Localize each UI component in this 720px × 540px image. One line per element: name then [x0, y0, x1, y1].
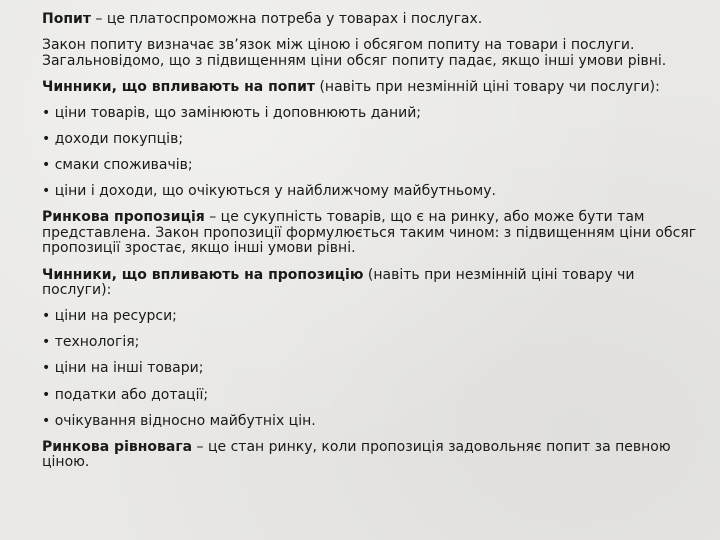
equilibrium-definition	[42, 440, 702, 471]
demand-factor-item: • ціни і доходи, що очікуються у найближчому майбутньому.	[42, 183, 496, 200]
demand-factor-item: • ціни товарів, що замінюють і доповнюють даний;	[42, 104, 422, 121]
supply-factors-title: Чинники, що впливають на пропозицію	[42, 266, 364, 283]
demand-factor-item: • доходи покупців;	[42, 130, 184, 147]
demand-factors-title: Чинники, що впливають на попит	[42, 78, 315, 95]
demand-factors-note: (навіть при незмінній ціні товару чи послуги):	[315, 78, 660, 95]
equilibrium-definition-text: – це стан ринку, коли пропозиція задовольняє попит за певною ціною.	[42, 438, 671, 471]
demand-definition-text: – це платоспроможна потреба у товарах і послугах.	[90, 11, 483, 27]
law-of-demand: Закон попиту визначає зв’язок між ціною і обсягом попиту на товари і послуги. Загальновідомо, що з підвищенням ціни обсяг попиту падає, якщо інші умови рівні.	[42, 37, 667, 69]
demand-factor-item: • смаки споживачів;	[42, 157, 193, 174]
equilibrium-term: Ринкова рівновага	[42, 438, 193, 455]
supply-factors-note: (навіть при незмінній ціні товару чи послуги):	[42, 266, 635, 299]
slide-text-body	[42, 12, 702, 481]
supply-factor-item: • ціни на ресурси;	[42, 308, 177, 325]
supply-definition-text: – це сукупність товарів, що є на ринку, або може бути там представлена. Закон пропозиції формулюється таким чином: з підвищенням ціни обсяг пропозиції зростає, якщо інші умови рівні.	[42, 209, 697, 257]
demand-definition	[42, 12, 702, 28]
demand-term: Попит	[42, 11, 91, 27]
supply-factor-item: • технологія;	[42, 334, 140, 351]
demand-factors-heading	[42, 80, 702, 96]
supply-definition	[42, 210, 702, 257]
supply-term: Ринкова пропозиція	[42, 209, 205, 226]
supply-factors-heading	[42, 268, 702, 299]
supply-factor-item: • податки або дотації;	[42, 386, 209, 403]
supply-factor-item: • очікування відносно майбутніх цін.	[42, 412, 316, 429]
supply-factor-item: • ціни на інші товари;	[42, 360, 204, 377]
